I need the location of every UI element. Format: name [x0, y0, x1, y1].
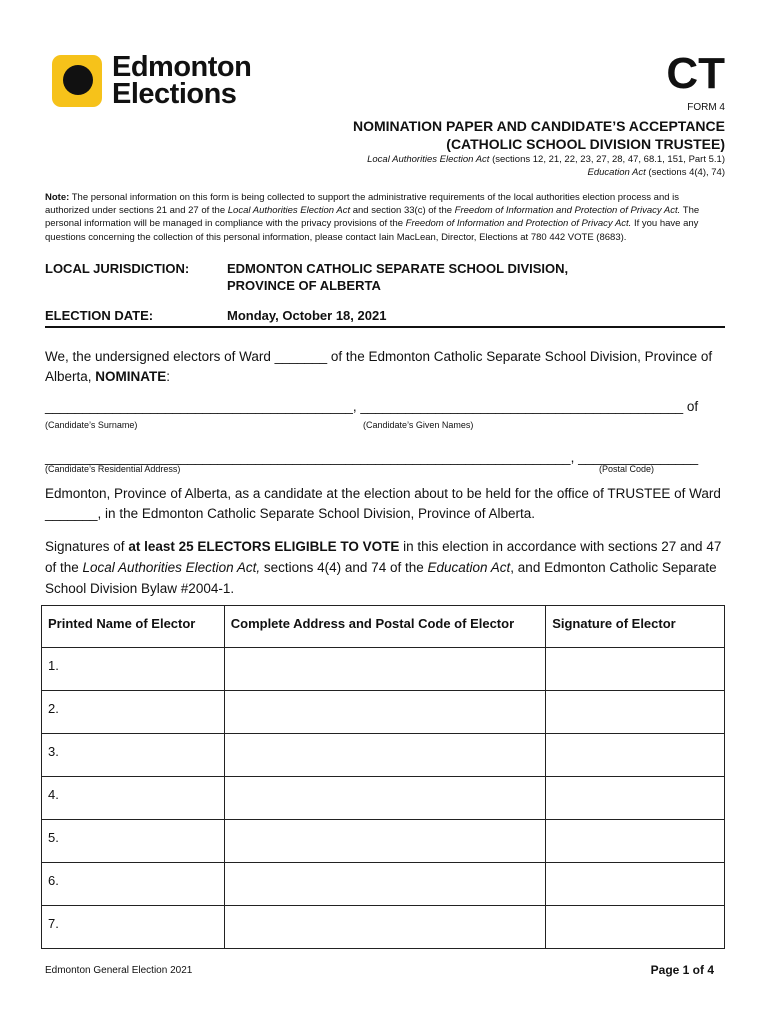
logo-wordmark: Edmonton Elections: [112, 51, 252, 110]
surname-caption: (Candidate’s Surname): [45, 420, 138, 430]
table-row: [42, 906, 725, 949]
postal-code-caption: (Postal Code): [599, 464, 655, 474]
row-number[interactable]: 2.: [42, 691, 225, 734]
privacy-note: Note: The personal information on this form is being collected to support the administrative requirements of the local authorities election process and is authorized under sections 21 and 27 of the Local Authorities Election Act and section 33(c) of the Freedom of Information and Protection of Privacy Act. The personal information will be managed in compliance with the privacy provisions of the Freedom of Information and Protection of Privacy Act. If you have any questions concerning the collection of this personal information, please contact Iain MacLean, Director, Elections at 780 442 VOTE (8683).: [45, 192, 700, 243]
row-number[interactable]: 3.: [42, 734, 225, 777]
given-names-caption: (Candidate’s Given Names): [363, 420, 474, 430]
signature-cell[interactable]: [546, 734, 725, 777]
section-divider: [45, 326, 725, 328]
table-header-row: [42, 606, 725, 648]
row-number[interactable]: 6.: [42, 863, 225, 906]
address-cell[interactable]: [224, 648, 545, 691]
row-number[interactable]: 5.: [42, 820, 225, 863]
jurisdiction-value: EDMONTON CATHOLIC SEPARATE SCHOOL DIVISION, PROVINCE OF ALBERTA: [227, 261, 569, 293]
election-date-value: Monday, October 18, 2021: [227, 308, 387, 323]
table-row: [42, 777, 725, 820]
header-printed-name: Printed Name of Elector: [42, 606, 225, 648]
signature-cell[interactable]: [546, 691, 725, 734]
table-row: [42, 863, 725, 906]
address-cell[interactable]: [224, 734, 545, 777]
page-number: Page 1 of 4: [650, 963, 714, 977]
office-paragraph: Edmonton, Province of Alberta, as a candidate at the election about to be held for the office of TRUSTEE of Ward _______, in the Edmonton Catholic Separate School Division, Province of Alberta.: [45, 486, 721, 521]
address-cell[interactable]: [224, 863, 545, 906]
signature-cell[interactable]: [546, 863, 725, 906]
signature-cell[interactable]: [546, 906, 725, 949]
signatures-paragraph: Signatures of at least 25 ELECTORS ELIGIBLE TO VOTE in this election in accordance with sections 27 and 47 of the Local Authorities Election Act, sections 4(4) and 74 of the Education Act, and Edmonton Catholic Separate School Division Bylaw #2004-1.: [45, 539, 722, 596]
table-row: [42, 820, 725, 863]
address-caption: (Candidate’s Residential Address): [45, 464, 181, 474]
election-date-label: ELECTION DATE:: [45, 308, 154, 323]
address-cell[interactable]: [224, 820, 545, 863]
header-address: Complete Address and Postal Code of Elector: [224, 606, 545, 648]
form-title: NOMINATION PAPER AND CANDIDATE’S ACCEPTANCE (CATHOLIC SCHOOL DIVISION TRUSTEE): [352, 118, 725, 152]
elector-signature-table: [41, 605, 725, 949]
signature-cell[interactable]: [546, 648, 725, 691]
candidate-address-line[interactable]: ______________________________________________________________________, ________________: [45, 450, 699, 465]
table-row: [42, 648, 725, 691]
signature-cell[interactable]: [546, 820, 725, 863]
header-signature: Signature of Elector: [546, 606, 725, 648]
row-number[interactable]: 4.: [42, 777, 225, 820]
form-code: CT: [666, 49, 725, 98]
address-cell[interactable]: [224, 906, 545, 949]
form-number: FORM 4: [687, 102, 725, 113]
address-cell[interactable]: [224, 691, 545, 734]
row-number[interactable]: 7.: [42, 906, 225, 949]
candidate-name-line[interactable]: _________________________________________, ___________________________________________ of: [45, 399, 699, 414]
legislation-references: Local Authorities Election Act (sections 12, 21, 22, 23, 27, 28, 47, 68.1, 151, Part 5.1) Education Act (sections 4(4), 74): [367, 154, 725, 178]
row-number[interactable]: 1.: [42, 648, 225, 691]
nominate-paragraph: We, the undersigned electors of Ward _______ of the Edmonton Catholic Separate School Division, Province of Alberta, NOMINATE:: [45, 349, 713, 384]
address-cell[interactable]: [224, 777, 545, 820]
table-row: [42, 734, 725, 777]
table-row: [42, 691, 725, 734]
logo-scribble-icon: [63, 65, 93, 95]
signature-cell[interactable]: [546, 777, 725, 820]
jurisdiction-label: LOCAL JURISDICTION:: [45, 261, 190, 276]
footer-election-name: Edmonton General Election 2021: [45, 965, 193, 976]
